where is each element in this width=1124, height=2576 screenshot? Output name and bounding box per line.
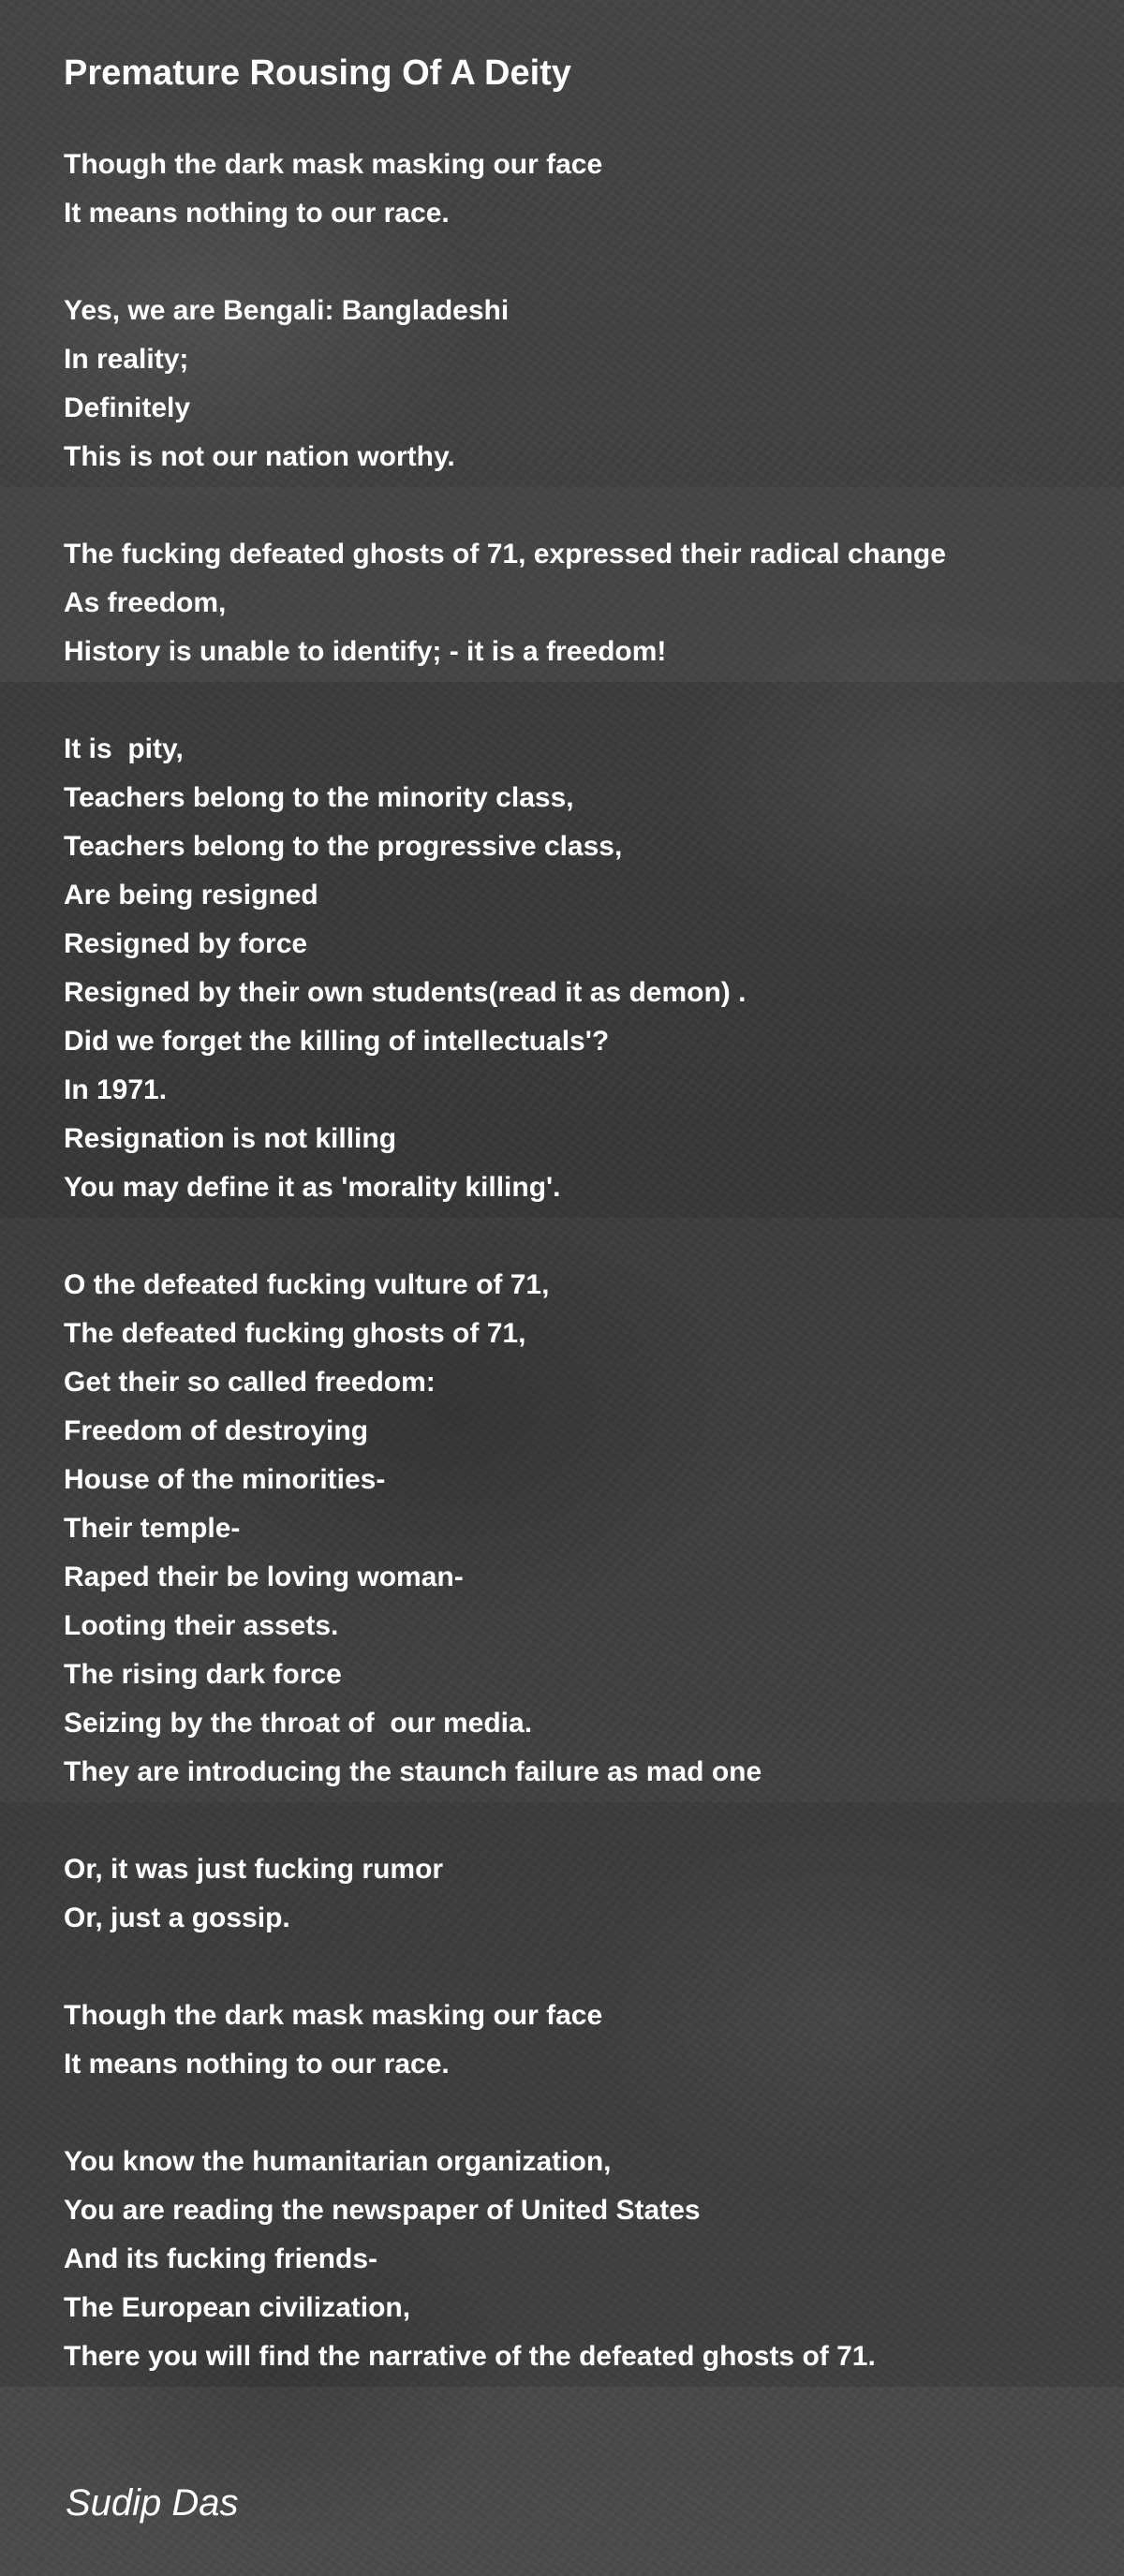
poem-line: As freedom, <box>64 587 227 618</box>
poem-line: Raped their be loving woman- <box>64 1562 464 1592</box>
poem-line: And its fucking friends- <box>64 2243 378 2274</box>
poem-line: It means nothing to our race. <box>64 2049 450 2080</box>
poem-line: Though the dark mask masking our face <box>64 2000 603 2031</box>
poem-line: House of the minorities- <box>64 1464 386 1495</box>
poem-line: The rising dark force <box>64 1659 342 1690</box>
stanza <box>64 725 1094 1212</box>
poem-line: You know the humanitarian organization, <box>64 2146 612 2177</box>
poem-line: Are being resigned <box>64 880 318 910</box>
poem-line: Resignation is not killing <box>64 1123 397 1154</box>
poem-line: Definitely <box>64 392 191 423</box>
author-name: Sudip Das <box>66 2482 239 2524</box>
stanza <box>64 1845 1094 1943</box>
stanza <box>64 1261 1094 1797</box>
poem-line: It means nothing to our race. <box>64 198 450 229</box>
poem-line: It is pity, <box>64 733 184 764</box>
poem-line: They are introducing the staunch failure as mad one <box>64 1756 762 1787</box>
poem-line: O the defeated fucking vulture of 71, <box>64 1269 550 1300</box>
poem-line: The European civilization, <box>64 2292 411 2323</box>
poem-line: This is not our nation worthy. <box>64 441 455 472</box>
poem-line: Yes, we are Bengali: Bangladeshi <box>64 295 510 326</box>
poem-line: Looting their assets. <box>64 1610 339 1641</box>
poem-line: You are reading the newspaper of United States <box>64 2195 701 2226</box>
poem-line: The fucking defeated ghosts of 71, expressed their radical change <box>64 539 946 570</box>
poem-line: Or, just a gossip. <box>64 1902 290 1933</box>
poem-line: Teachers belong to the minority class, <box>64 782 574 813</box>
poem-line: You may define it as 'morality killing'. <box>64 1172 561 1203</box>
poem-line: There you will find the narrative of the defeated ghosts of 71. <box>64 2341 876 2372</box>
poem-line: Resigned by force <box>64 928 308 959</box>
poem-line: Teachers belong to the progressive class, <box>64 831 623 862</box>
stanza <box>64 141 1094 238</box>
poem-line: In reality; <box>64 344 189 375</box>
poem-line: Their temple- <box>64 1513 241 1544</box>
stanza <box>64 287 1094 481</box>
poem-body <box>64 141 1094 2381</box>
stanza <box>64 530 1094 676</box>
poem-line: Resigned by their own students(read it as demon) . <box>64 977 747 1008</box>
poem-line: The defeated fucking ghosts of 71, <box>64 1318 526 1349</box>
poem-line: Though the dark mask masking our face <box>64 149 603 180</box>
poem-line: Or, it was just fucking rumor <box>64 1854 444 1885</box>
stanza <box>64 1991 1094 2089</box>
poem-line: In 1971. <box>64 1074 168 1105</box>
stanza <box>64 2138 1094 2381</box>
poem-line: Did we forget the killing of intellectuals'? <box>64 1026 610 1057</box>
poem-line: History is unable to identify; - it is a freedom! <box>64 636 667 667</box>
poem-line: Get their so called freedom: <box>64 1367 436 1398</box>
poem-line: Seizing by the throat of our media. <box>64 1708 533 1739</box>
poem-line: Freedom of destroying <box>64 1415 369 1446</box>
poem-title: Premature Rousing Of A Deity <box>64 53 571 93</box>
